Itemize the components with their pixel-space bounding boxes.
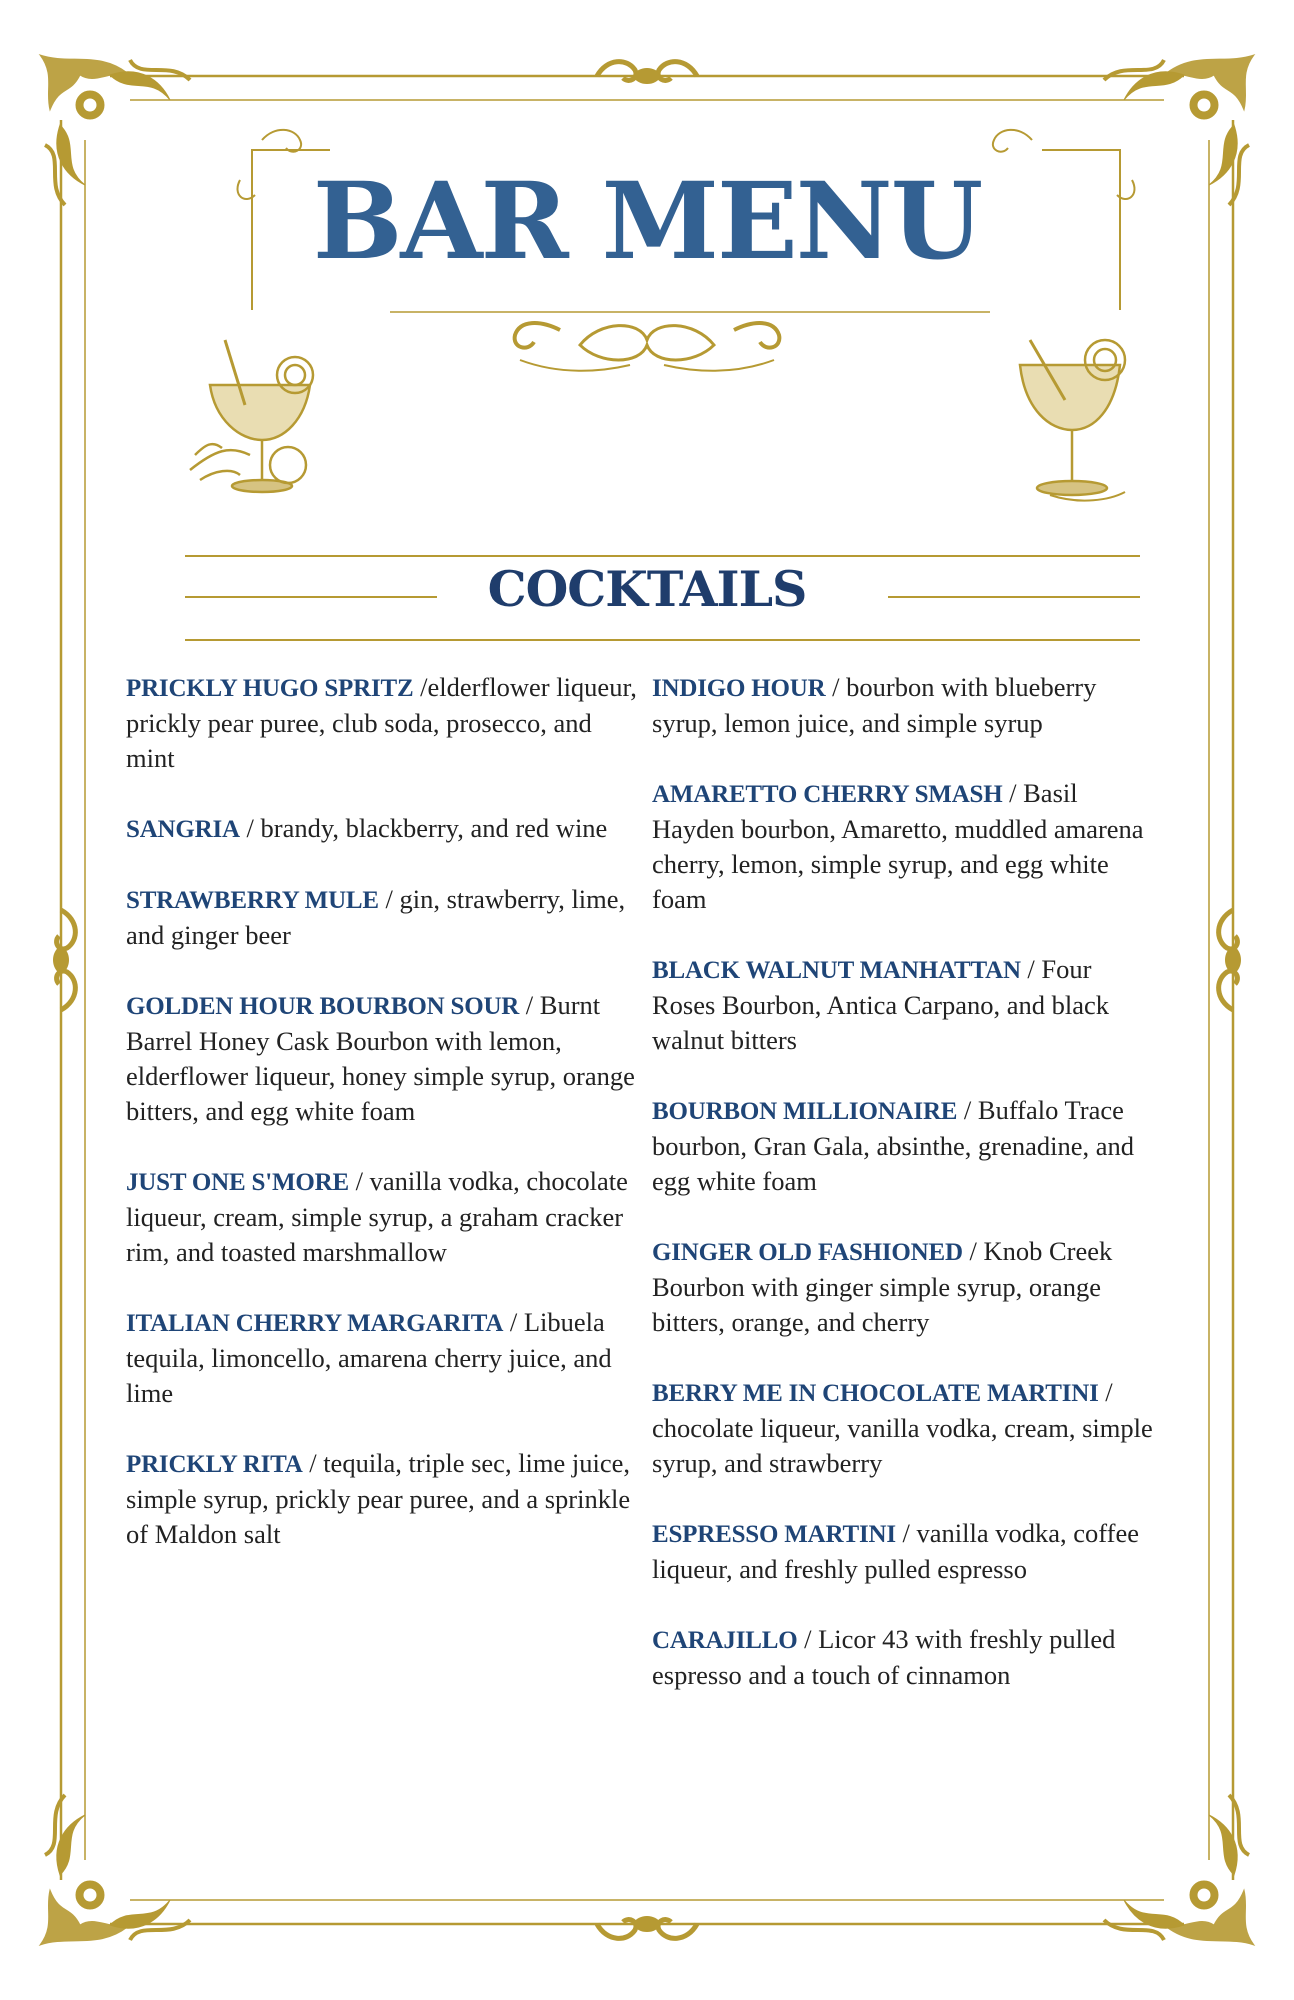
menu-item bbox=[126, 1446, 646, 1552]
menu-item-name: PRICKLY RITA bbox=[126, 1451, 303, 1478]
menu-item-name: AMARETTO CHERRY SMASH bbox=[652, 781, 1003, 808]
menu-column-left bbox=[126, 670, 646, 1587]
menu-item-name: ESPRESSO MARTINI bbox=[652, 1521, 896, 1548]
menu-item-description: / Buffalo Trace bourbon, Gran Gala, absinthe, grenadine, and egg white foam bbox=[652, 1095, 1134, 1196]
menu-item bbox=[126, 1164, 646, 1270]
menu-item-description: / Licor 43 with freshly pulled espresso and a touch of cinnamon bbox=[652, 1624, 1116, 1690]
menu-item-name: BERRY ME IN CHOCOLATE MARTINI bbox=[652, 1380, 1099, 1407]
cocktail-glass-icon bbox=[1020, 340, 1125, 501]
menu-item-description: / Libuela tequila, limoncello, amarena cherry juice, and lime bbox=[126, 1307, 612, 1408]
menu-item bbox=[652, 1234, 1157, 1340]
menu-item-description: / bourbon with blueberry syrup, lemon juice, and simple syrup bbox=[652, 672, 1097, 738]
menu-item-description: / Four Roses Bourbon, Antica Carpano, and black walnut bitters bbox=[652, 954, 1110, 1055]
menu-item-name: SANGRIA bbox=[126, 816, 240, 843]
page-title: BAR MENU bbox=[312, 158, 982, 283]
menu-item-description: / Knob Creek Bourbon with ginger simple syrup, orange bitters, orange, and cherry bbox=[652, 1236, 1113, 1337]
menu-item bbox=[652, 670, 1157, 741]
menu-item bbox=[652, 776, 1157, 917]
menu-item bbox=[652, 1375, 1157, 1481]
menu-item-description: /elderflower liqueur, prickly pear puree, club soda, prosecco, and mint bbox=[126, 672, 637, 773]
menu-item-description: / gin, strawberry, lime, and ginger beer bbox=[126, 884, 626, 950]
menu-item-name: GINGER OLD FASHIONED bbox=[652, 1239, 963, 1266]
menu-item bbox=[652, 1622, 1157, 1693]
menu-column-right bbox=[652, 670, 1157, 1728]
menu-item-name: PRICKLY HUGO SPRITZ bbox=[126, 675, 414, 702]
menu-item-description: / brandy, blackberry, and red wine bbox=[239, 813, 608, 843]
menu-item bbox=[126, 988, 646, 1129]
menu-item bbox=[126, 811, 646, 847]
menu-item-description: / tequila, triple sec, lime juice, simple syrup, prickly pear puree, and a sprinkle of Maldon salt bbox=[126, 1448, 631, 1549]
menu-item bbox=[652, 1093, 1157, 1199]
menu-item-name: CARAJILLO bbox=[652, 1627, 798, 1654]
menu-item-description: / vanilla vodka, coffee liqueur, and freshly pulled espresso bbox=[652, 1518, 1139, 1584]
menu-item bbox=[126, 670, 646, 776]
menu-item bbox=[652, 952, 1157, 1058]
menu-item-name: BLACK WALNUT MANHATTAN bbox=[652, 957, 1021, 984]
menu-item-description: / chocolate liqueur, vanilla vodka, cream, simple syrup, and strawberry bbox=[652, 1377, 1153, 1478]
menu-item bbox=[126, 1305, 646, 1411]
menu-item-description: / vanilla vodka, chocolate liqueur, cream, simple syrup, a graham cracker rim, and toasted marshmallow bbox=[126, 1166, 628, 1267]
menu-item-name: GOLDEN HOUR BOURBON SOUR bbox=[126, 993, 520, 1020]
menu-item-description: / Basil Hayden bourbon, Amaretto, muddled amarena cherry, lemon, simple syrup, and egg white foam bbox=[652, 778, 1144, 914]
menu-item-description: / Burnt Barrel Honey Cask Bourbon with lemon, elderflower liqueur, honey simple syrup, orange bitters, and egg white foam bbox=[126, 990, 635, 1126]
title-underline-flourish bbox=[515, 323, 780, 371]
menu-item-name: STRAWBERRY MULE bbox=[126, 887, 379, 914]
section-title: COCKTAILS bbox=[487, 560, 807, 618]
menu-item bbox=[126, 882, 646, 953]
menu-item bbox=[652, 1516, 1157, 1587]
menu-item-name: INDIGO HOUR bbox=[652, 675, 826, 702]
menu-item-name: JUST ONE S'MORE bbox=[126, 1169, 349, 1196]
menu-item-name: BOURBON MILLIONAIRE bbox=[652, 1098, 958, 1125]
menu-item-name: ITALIAN CHERRY MARGARITA bbox=[126, 1310, 504, 1337]
cocktail-glass-icon bbox=[190, 340, 313, 492]
